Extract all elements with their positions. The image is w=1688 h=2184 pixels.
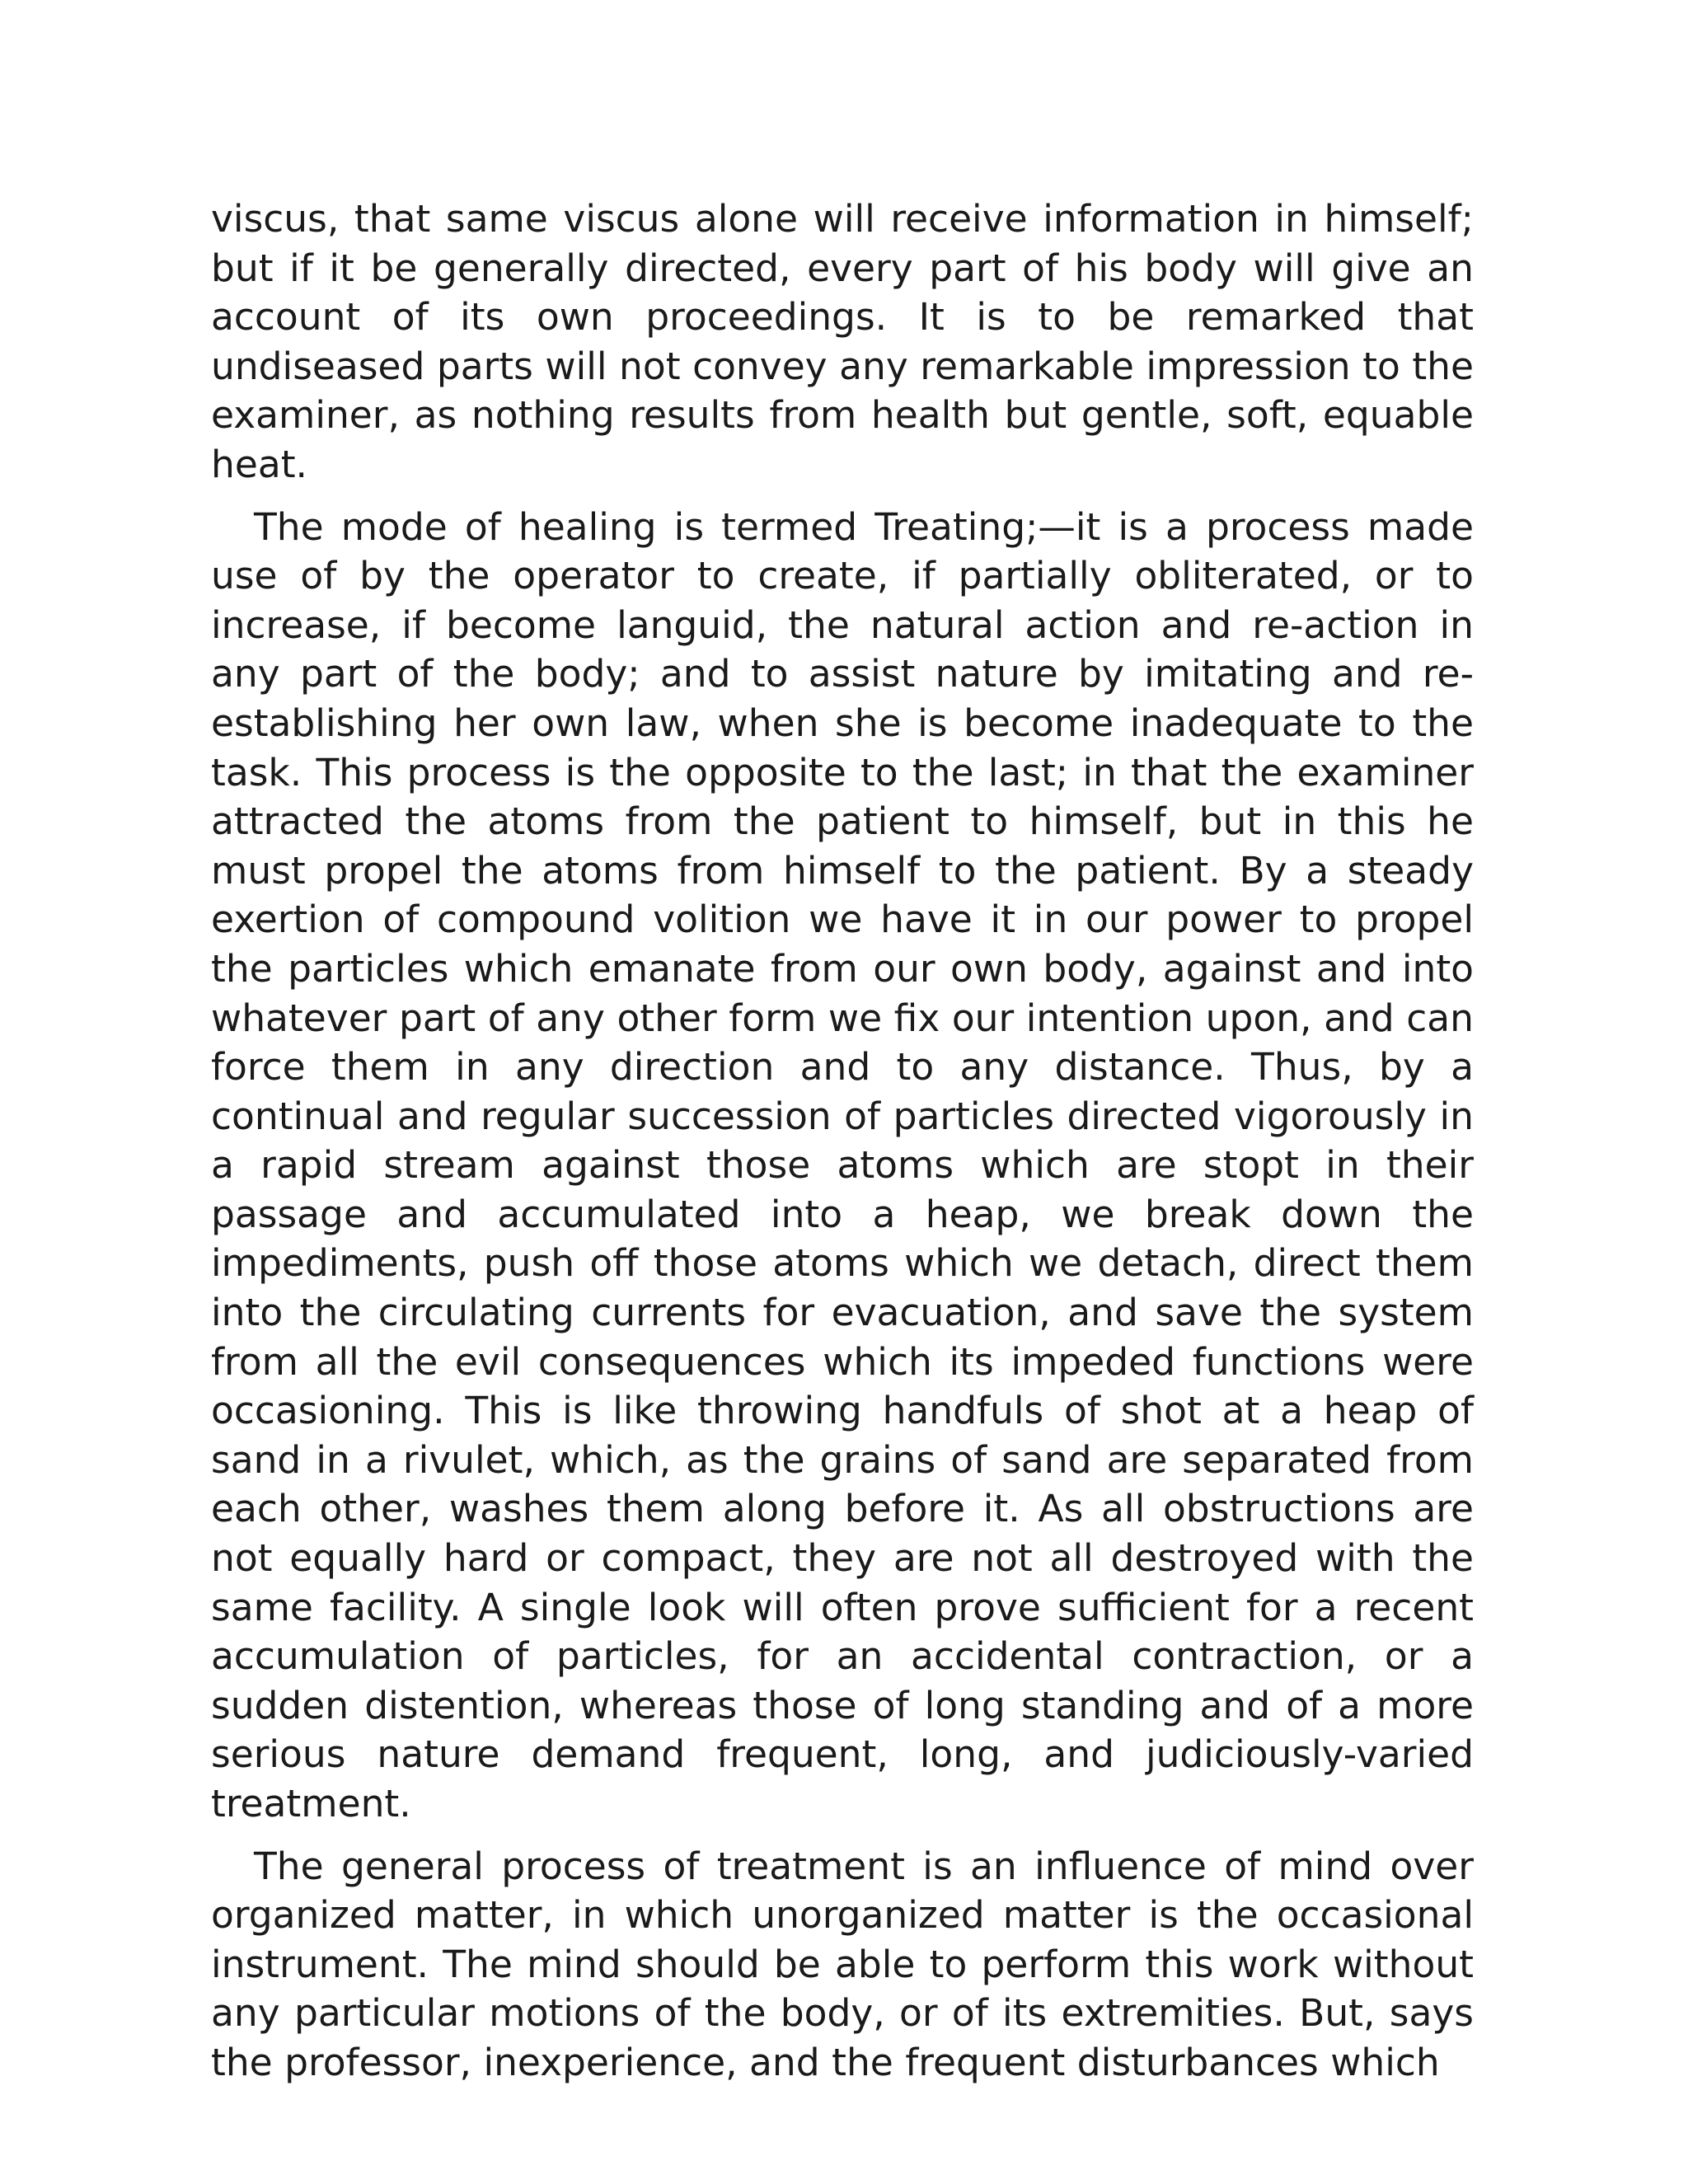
paragraph-continued: viscus, that same viscus alone will receive information in himself; but if it be generally directed, every part of his body will give an account of its own proceedings. It is to be remarked that undiseased parts will not convey any remarkable impression to the examiner, as nothing results from health but gentle, soft, equable heat. [211,197,1474,486]
page-body [211,194,1474,2101]
paragraph-treating: The mode of healing is termed Treating;—it is a process made use of by the operator to create, if partially obliterated, or to increase, if become languid, the natural action and re-action in any part of the body; and to assist nature by imitating and re-establishing her own law, when she is become inadequate to the task. This process is the opposite to the last; in that the examiner attracted the atoms from the patient to himself, but in this he must propel the atoms from himself to the patient. By a steady exertion of compound volition we have it in our power to propel the particles which emanate from our own body, against and into whatever part of any other form we fix our intention upon, and can force them in any direction and to any distance. Thus, by a continual and regular succession of particles directed vigorously in a rapid stream against those atoms which are stopt in their passage and accumulated into a heap, we break down the impediments, push off those atoms which we detach, direct them into the circulating currents for evacuation, and save the system from all the evil consequences which its impeded functions were occasioning. This is like throwing handfuls of shot at a heap of sand in a rivulet, which, as the grains of sand are separated from each other, washes them along before it. As all obstructions are not equally hard or compact, they are not all destroyed with the same facility. A single look will often prove sufficient for a recent accumulation of particles, for an accidental contraction, or a sudden distention, whereas those of long standing and of a more serious nature demand frequent, long, and judiciously-varied treatment. [211,504,1474,1825]
paragraph-general-process: The general process of treatment is an influence of mind over organized matter, in which unorganized matter is the occasional instrument. The mind should be able to perform this work without any particular motions of the body, or of its extremities. But, says the professor, inexperience, and the frequent disturbances which [211,1844,1474,2084]
